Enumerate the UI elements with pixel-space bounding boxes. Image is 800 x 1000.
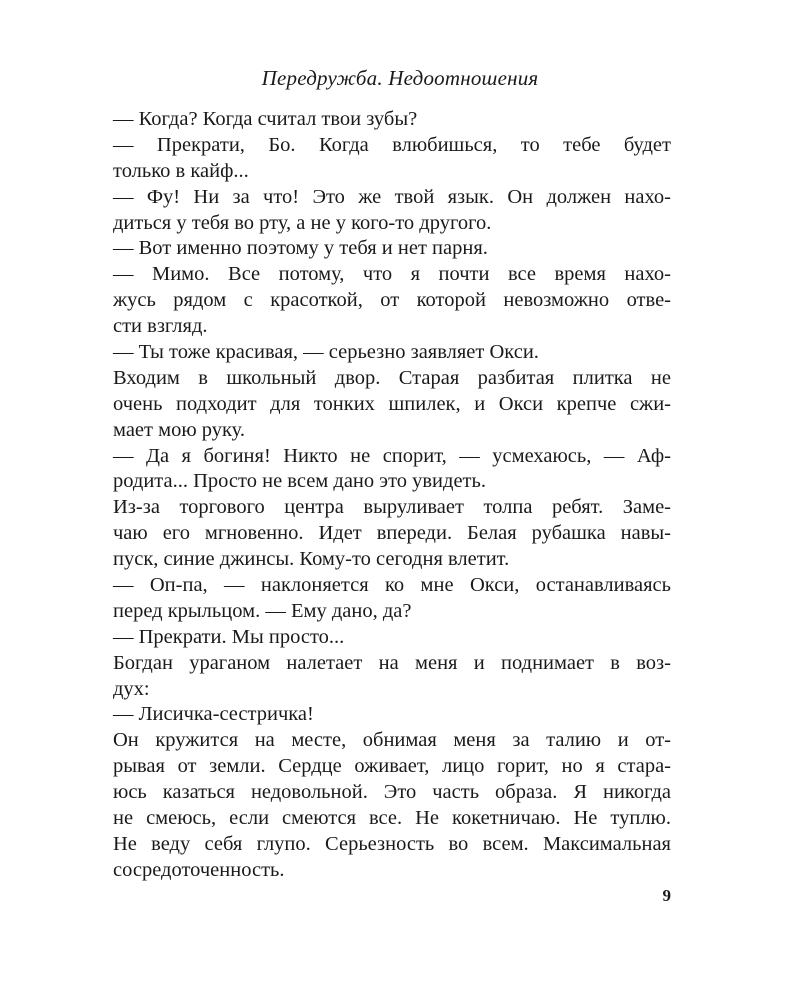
text-line: — Вот именно поэтому у тебя и нет парня. [113, 237, 488, 260]
body-text [113, 107, 671, 884]
text-line: — Мимо. Все потому, что я почти все время нахо- [113, 263, 671, 286]
text-line: очень подходит для тонких шпилек, и Окси крепче сжи- [113, 392, 671, 415]
text-line: жусь рядом с красоткой, от которой невозможно отве- [113, 289, 671, 312]
text-line: — Оп-па, — наклоняется ко мне Окси, останавливаясь [113, 574, 671, 597]
text-line: родита... Просто не всем дано это увидеть. [113, 470, 486, 493]
text-line: Из-за торгового центра выруливает толпа ребят. Заме- [113, 496, 671, 519]
running-head: Передружба. Недоотношения [261, 66, 539, 90]
text-line: — Да я богиня! Никто не спорит, — усмехаюсь, — Аф- [113, 444, 671, 467]
text-line: сти взгляд. [113, 315, 208, 338]
text-line: — Прекрати. Мы просто... [113, 625, 345, 648]
text-line: дух: [113, 677, 150, 700]
text-line: — Когда? Когда считал твои зубы? [113, 108, 418, 130]
text-line: — Ты тоже красивая, — серьезно заявляет Окси. [113, 341, 539, 364]
page-number: 9 [662, 886, 671, 905]
text-line: — Лисичка-сестричка! [113, 703, 314, 726]
text-line: Входим в школьный двор. Старая разбитая плитка не [113, 366, 671, 389]
text-line: сосредоточенность. [113, 858, 285, 881]
text-line: перед крыльцом. — Ему дано, да? [113, 599, 412, 622]
text-line: Он кружится на месте, обнимая меня за талию и от- [113, 729, 671, 752]
text-line: пуск, синие джинсы. Кому-то сегодня влетит. [113, 548, 510, 571]
text-line: только в кайф... [113, 159, 249, 182]
text-line: мает мою руку. [113, 418, 245, 441]
text-line: рывая от земли. Сердце оживает, лицо горит, но я стара- [113, 755, 671, 778]
text-line: Не веду себя глупо. Серьезность во всем. Максимальная [113, 832, 671, 855]
text-line: юсь казаться недовольной. Это часть образа. Я никогда [113, 781, 671, 804]
text-line: чаю его мгновенно. Идет впереди. Белая рубашка навы- [113, 522, 671, 545]
text-line: диться у тебя во рту, а не у кого-то другого. [113, 211, 492, 234]
text-line: Богдан ураганом налетает на меня и поднимает в воз- [113, 651, 671, 674]
text-line: не смеюсь, если смеются все. Не кокетничаю. Не туплю. [113, 807, 671, 830]
text-line: — Фу! Ни за что! Это же твой язык. Он должен нахо- [113, 185, 671, 208]
text-line: — Прекрати, Бо. Когда влюбишься, то тебе будет [113, 133, 671, 156]
